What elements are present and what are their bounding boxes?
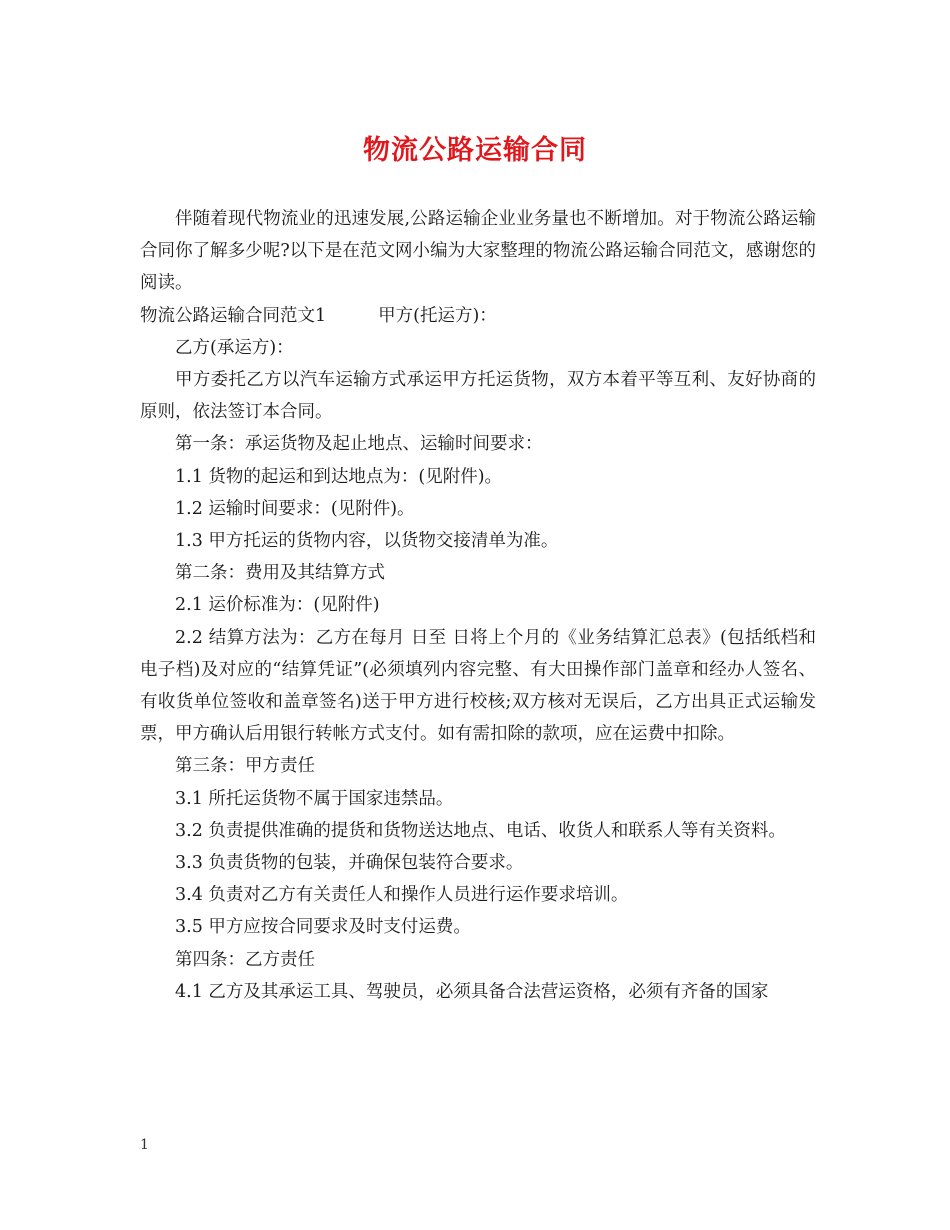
document-title: 物流公路运输合同 — [363, 135, 587, 166]
clause-2-1: 2.1 运价标准为：(见附件) — [175, 595, 380, 616]
page-number: 1 — [140, 1137, 149, 1153]
clause-3-3: 3.3 负责货物的包装，并确保包装符合要求。 — [175, 853, 524, 874]
clause-3-1: 3.1 所托运货物不属于国家违禁品。 — [175, 788, 454, 809]
paragraph-preamble: 甲方委托乙方以汽车运输方式承运甲方托运货物，双方本着平等互利、友好协商的原则，依法签订本合同。 — [140, 370, 816, 423]
document-body — [140, 203, 816, 1008]
clause-2-2: 2.2 结算方法为：乙方在每月 日至 日将上个月的《业务结算汇总表》(包括纸档和电子档)及对应的“结算凭证”(必须填列内容完整、有大田操作部门盖章和经办人签名、有收货单位签收和盖章签名)送于甲方进行校核;双方核对无误后，乙方出具正式运输发票，甲方确认后用银行转帐方式支付。如有需扣除的款项，应在运费中扣除。 — [140, 627, 816, 745]
article-2-heading: 第二条：费用及其结算方式 — [175, 563, 385, 584]
paragraph-party-b: 乙方(承运方)： — [175, 337, 294, 358]
article-1-heading: 第一条：承运货物及起止地点、运输时间要求： — [175, 434, 543, 455]
party-a-label: 甲方(托运方)： — [378, 305, 497, 326]
clause-3-2: 3.2 负责提供准确的提货和货物送达地点、电话、收货人和联系人等有关资料。 — [175, 820, 786, 841]
clause-3-5: 3.5 甲方应按合同要求及时支付运费。 — [175, 917, 471, 938]
article-3-heading: 第三条：甲方责任 — [175, 756, 315, 777]
clause-3-4: 3.4 负责对乙方有关责任人和操作人员进行运作要求培训。 — [175, 885, 629, 906]
article-4-heading: 第四条：乙方责任 — [175, 949, 315, 970]
clause-1-2: 1.2 运输时间要求：(见附件)。 — [175, 498, 415, 519]
clause-1-1: 1.1 货物的起运和到达地点为：(见附件)。 — [175, 466, 503, 487]
clause-4-1: 4.1 乙方及其承运工具、驾驶员，必须具备合法营运资格，必须有齐备的国家 — [175, 981, 769, 1002]
sample-title: 物流公路运输合同范文1 — [140, 305, 327, 326]
clause-1-3: 1.3 甲方托运的货物内容，以货物交接清单为准。 — [175, 531, 559, 552]
paragraph-sample-heading — [140, 300, 816, 332]
paragraph-intro: 伴随着现代物流业的迅速发展,公路运输企业业务量也不断增加。对于物流公路运输合同你了解多少呢?以下是在范文网小编为大家整理的物流公路运输合同范文，感谢您的阅读。 — [140, 209, 816, 294]
